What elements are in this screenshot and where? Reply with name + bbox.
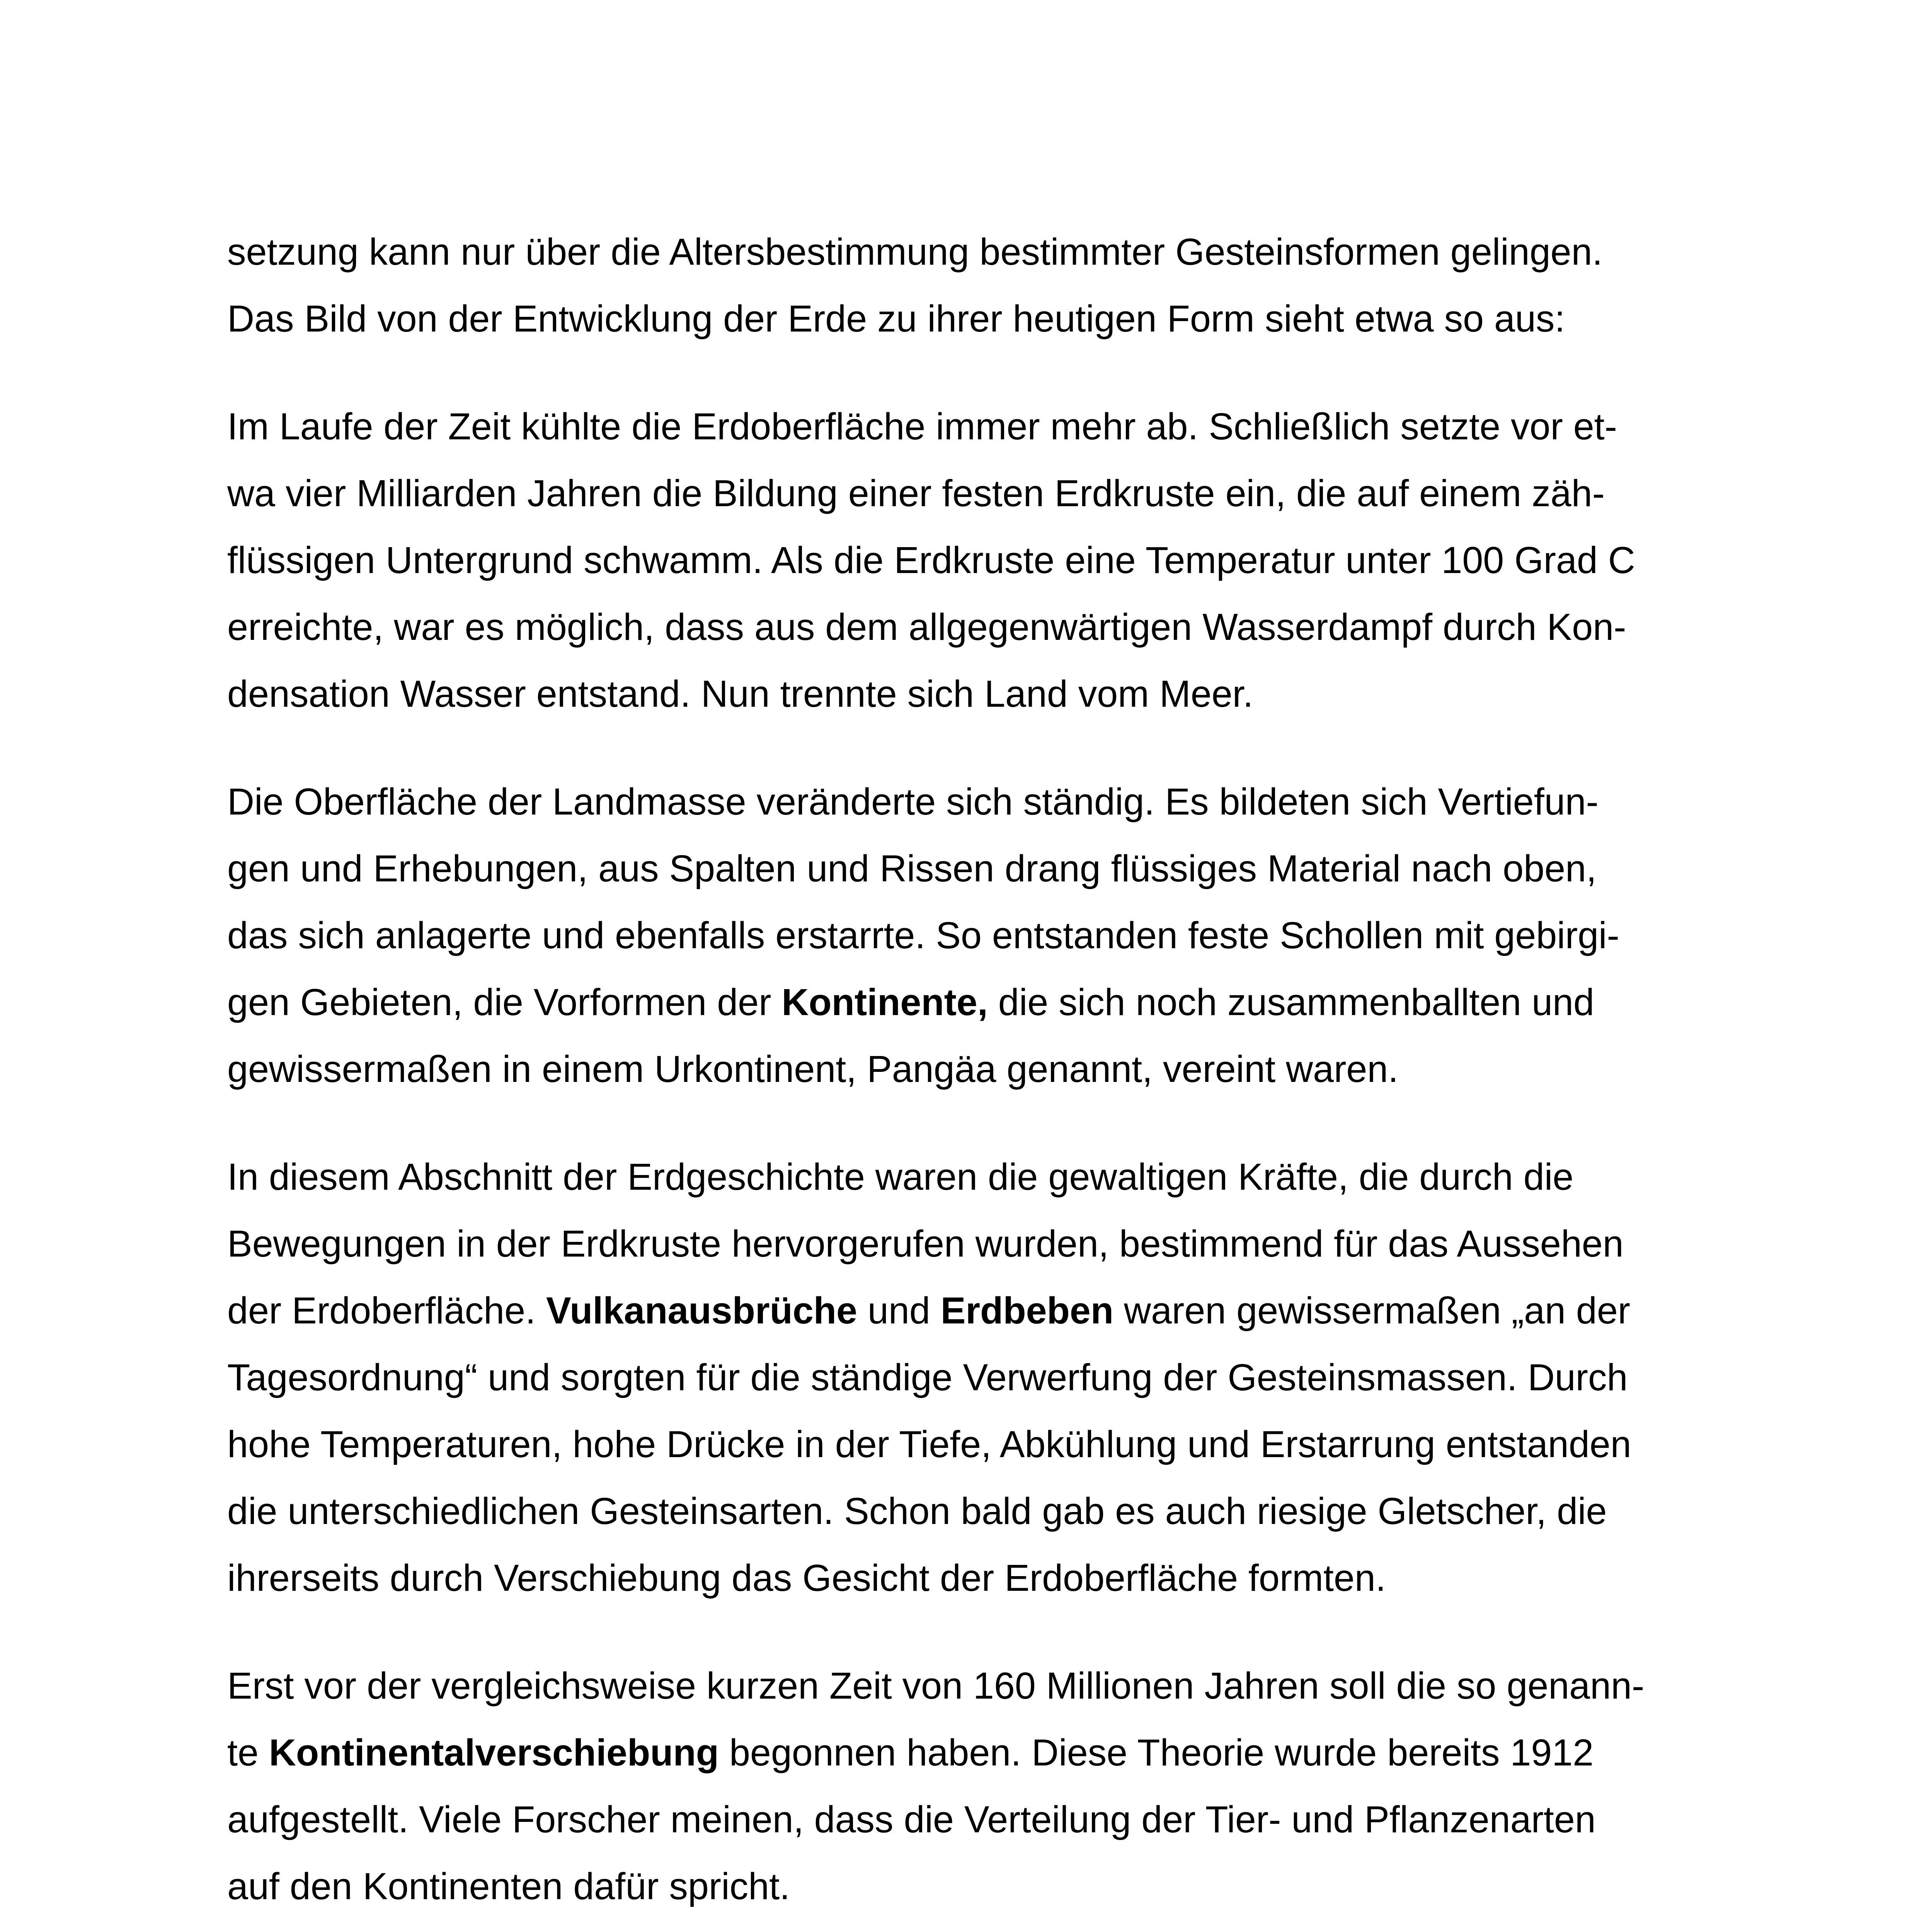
text-run: das sich anlagerte und ebenfalls erstarrte. So entstanden feste Schollen mit gebirgi-	[227, 914, 1619, 956]
body-text	[227, 218, 1708, 1932]
text-line	[227, 1036, 1708, 1102]
text-line	[227, 460, 1708, 527]
text-run: te	[227, 1731, 269, 1774]
paragraph	[227, 1143, 1708, 1611]
text-run: begonnen haben. Diese Theorie wurde bereits 1912	[719, 1731, 1594, 1774]
text-line	[227, 1344, 1708, 1411]
text-line	[227, 1853, 1708, 1920]
text-run: auf den Kontinenten dafür spricht.	[227, 1865, 790, 1907]
text-run: die sich noch zusammenballten und	[987, 981, 1594, 1023]
text-line	[227, 393, 1708, 460]
text-line	[227, 1478, 1708, 1544]
text-line	[227, 1786, 1708, 1853]
text-line	[227, 218, 1708, 285]
text-run: Tagesordnung“ und sorgten für die ständige Verwerfung der Gesteinsmassen. Durch	[227, 1356, 1628, 1398]
text-line	[227, 594, 1708, 660]
text-run: Im Laufe der Zeit kühlte die Erdoberfläche immer mehr ab. Schließlich setzte vor et-	[227, 405, 1617, 447]
bold-term: Kontinentalverschiebung	[269, 1731, 719, 1774]
bold-term: Vulkanausbrüche	[546, 1289, 857, 1332]
text-run: wa vier Milliarden Jahren die Bildung einer festen Erdkruste ein, die auf einem zäh-	[227, 472, 1605, 514]
paragraph	[227, 218, 1708, 352]
text-run: setzung kann nur über die Altersbestimmung bestimmter Gesteinsformen gelingen.	[227, 231, 1603, 273]
text-run: gewissermaßen in einem Urkontinent, Pangäa genannt, vereint waren.	[227, 1048, 1399, 1090]
text-run: densation Wasser entstand. Nun trennte sich Land vom Meer.	[227, 673, 1253, 715]
text-run: hohe Temperaturen, hohe Drücke in der Tiefe, Abkühlung und Erstarrung entstanden	[227, 1423, 1631, 1465]
text-run: Die Oberfläche der Landmasse veränderte sich ständig. Es bildeten sich Vertiefun-	[227, 781, 1599, 823]
text-line	[227, 285, 1708, 352]
text-run: In diesem Abschnitt der Erdgeschichte waren die gewaltigen Kräfte, die durch die	[227, 1156, 1574, 1198]
text-line	[227, 1411, 1708, 1478]
text-line	[227, 1544, 1708, 1611]
bold-term: Kontinente,	[781, 981, 988, 1023]
text-line	[227, 660, 1708, 727]
text-line	[227, 527, 1708, 594]
text-run: die unterschiedlichen Gesteinsarten. Schon bald gab es auch riesige Gletscher, die	[227, 1490, 1607, 1532]
text-line	[227, 1719, 1708, 1786]
text-line	[227, 1143, 1708, 1210]
text-line	[227, 1210, 1708, 1277]
paragraph	[227, 768, 1708, 1102]
text-run: Das Bild von der Entwicklung der Erde zu ihrer heutigen Form sieht etwa so aus:	[227, 298, 1565, 340]
text-run: Bewegungen in der Erdkruste hervorgerufen wurden, bestimmend für das Aussehen	[227, 1223, 1624, 1265]
text-line	[227, 902, 1708, 969]
text-line	[227, 835, 1708, 902]
text-line	[227, 1652, 1708, 1719]
paragraph	[227, 1652, 1708, 1920]
text-run: der Erdoberfläche.	[227, 1289, 546, 1332]
text-run: gen und Erhebungen, aus Spalten und Rissen drang flüssiges Material nach oben,	[227, 847, 1597, 889]
text-line	[227, 969, 1708, 1036]
text-line	[227, 768, 1708, 835]
text-run: waren gewissermaßen „an der	[1113, 1289, 1631, 1332]
text-run: und	[857, 1289, 941, 1332]
text-run: flüssigen Untergrund schwamm. Als die Erdkruste eine Temperatur unter 100 Grad C	[227, 539, 1635, 581]
text-run: erreichte, war es möglich, dass aus dem allgegenwärtigen Wasserdampf durch Kon-	[227, 606, 1626, 648]
paragraph	[227, 393, 1708, 727]
text-line	[227, 1277, 1708, 1344]
bold-term: Erdbeben	[940, 1289, 1114, 1332]
text-run: gen Gebieten, die Vorformen der	[227, 981, 782, 1023]
text-run: ihrerseits durch Verschiebung das Gesicht der Erdoberfläche formten.	[227, 1557, 1386, 1599]
text-run: Erst vor der vergleichsweise kurzen Zeit von 160 Millionen Jahren soll die so genann-	[227, 1665, 1645, 1707]
text-run: aufgestellt. Viele Forscher meinen, dass die Verteilung der Tier- und Pflanzenarten	[227, 1798, 1596, 1840]
